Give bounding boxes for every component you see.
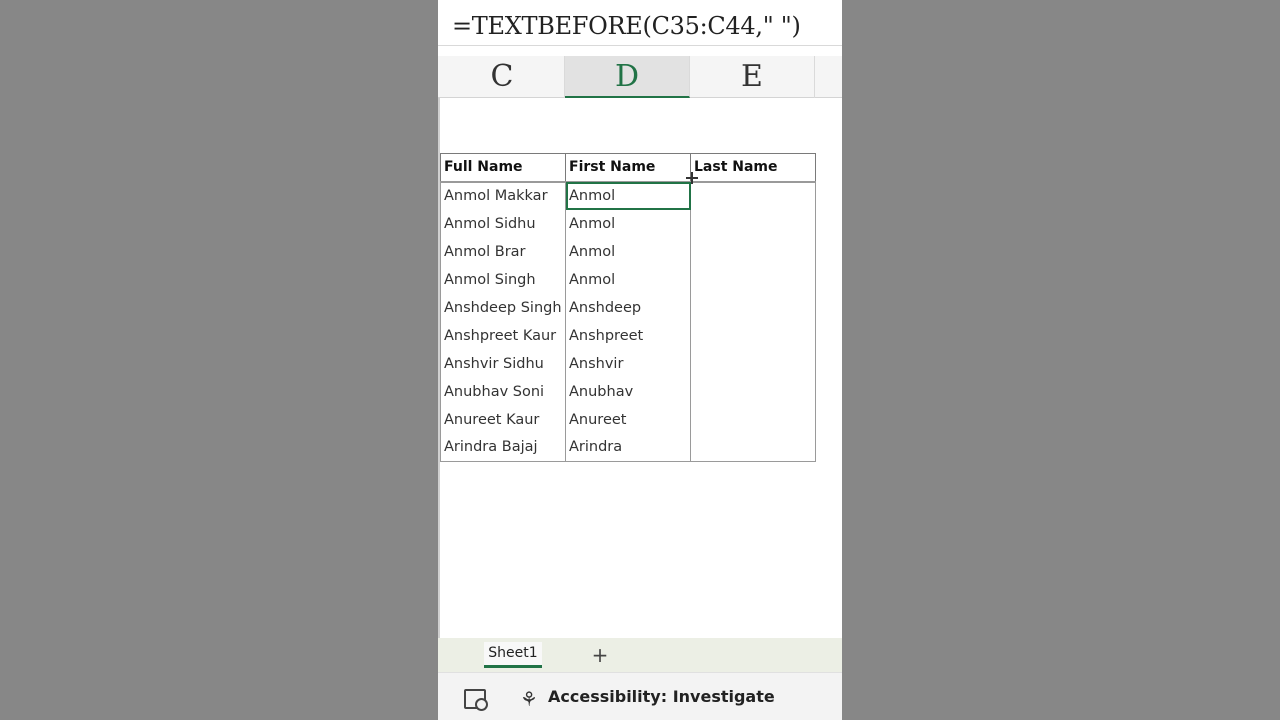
- table-row: [441, 266, 816, 294]
- table-row: [441, 182, 816, 210]
- cell-last-name[interactable]: [691, 238, 816, 266]
- column-header-d[interactable]: D: [565, 56, 690, 98]
- add-sheet-button[interactable]: +: [591, 643, 609, 667]
- cell-full-name[interactable]: Anshdeep Singh: [441, 294, 566, 322]
- table-row: [441, 378, 816, 406]
- cell-first-name[interactable]: Anshdeep: [566, 294, 691, 322]
- cell-first-name[interactable]: Arindra: [566, 434, 691, 462]
- sheet-tab-sheet1[interactable]: Sheet1: [484, 642, 542, 668]
- cell-full-name[interactable]: Anubhav Soni: [441, 378, 566, 406]
- workbook-statistics-icon[interactable]: [464, 689, 486, 709]
- table-header-row: [441, 154, 816, 182]
- cell-first-name[interactable]: Anubhav: [566, 378, 691, 406]
- column-headers: [438, 56, 842, 98]
- cell-last-name[interactable]: [691, 378, 816, 406]
- table-row: [441, 294, 816, 322]
- cell-full-name[interactable]: Anmol Singh: [441, 266, 566, 294]
- table-row: [441, 350, 816, 378]
- header-full-name[interactable]: Full Name: [441, 154, 566, 182]
- cell-last-name[interactable]: [691, 350, 816, 378]
- cell-full-name[interactable]: Anshvir Sidhu: [441, 350, 566, 378]
- cell-first-name[interactable]: Anureet: [566, 406, 691, 434]
- cell-last-name[interactable]: [691, 406, 816, 434]
- cell-cursor-icon: [686, 172, 698, 184]
- cell-first-name[interactable]: Anmol: [566, 182, 691, 210]
- names-table: [440, 153, 816, 462]
- cell-first-name[interactable]: Anmol: [566, 210, 691, 238]
- header-first-name[interactable]: First Name: [566, 154, 691, 182]
- cell-last-name[interactable]: [691, 210, 816, 238]
- table-row: [441, 238, 816, 266]
- formula-bar[interactable]: [438, 0, 842, 46]
- table-row: [441, 322, 816, 350]
- status-bar: [438, 672, 842, 720]
- cell-full-name[interactable]: Anmol Sidhu: [441, 210, 566, 238]
- cell-first-name[interactable]: Anshvir: [566, 350, 691, 378]
- table-row: [441, 434, 816, 462]
- cell-last-name[interactable]: [691, 322, 816, 350]
- column-header-c[interactable]: C: [440, 56, 565, 98]
- cell-full-name[interactable]: Arindra Bajaj: [441, 434, 566, 462]
- table-row: [441, 210, 816, 238]
- sheet-tab-bar: [438, 638, 842, 672]
- cell-first-name[interactable]: Anmol: [566, 238, 691, 266]
- cell-last-name[interactable]: [691, 182, 816, 210]
- cell-first-name[interactable]: Anmol: [566, 266, 691, 294]
- cell-last-name[interactable]: [691, 294, 816, 322]
- header-last-name[interactable]: Last Name: [691, 154, 816, 182]
- cell-full-name[interactable]: Anmol Makkar: [441, 182, 566, 210]
- cell-full-name[interactable]: Anureet Kaur: [441, 406, 566, 434]
- excel-mobile-window: [438, 0, 842, 720]
- column-header-e[interactable]: E: [690, 56, 815, 98]
- accessibility-status[interactable]: Accessibility: Investigate: [548, 687, 775, 706]
- cell-full-name[interactable]: Anmol Brar: [441, 238, 566, 266]
- cell-last-name[interactable]: [691, 266, 816, 294]
- cell-full-name[interactable]: Anshpreet Kaur: [441, 322, 566, 350]
- formula-text[interactable]: =TEXTBEFORE(C35:C44," "): [452, 12, 801, 40]
- cell-last-name[interactable]: [691, 434, 816, 462]
- cell-first-name[interactable]: Anshpreet: [566, 322, 691, 350]
- table-row: [441, 406, 816, 434]
- accessibility-icon[interactable]: ⚘: [520, 687, 538, 711]
